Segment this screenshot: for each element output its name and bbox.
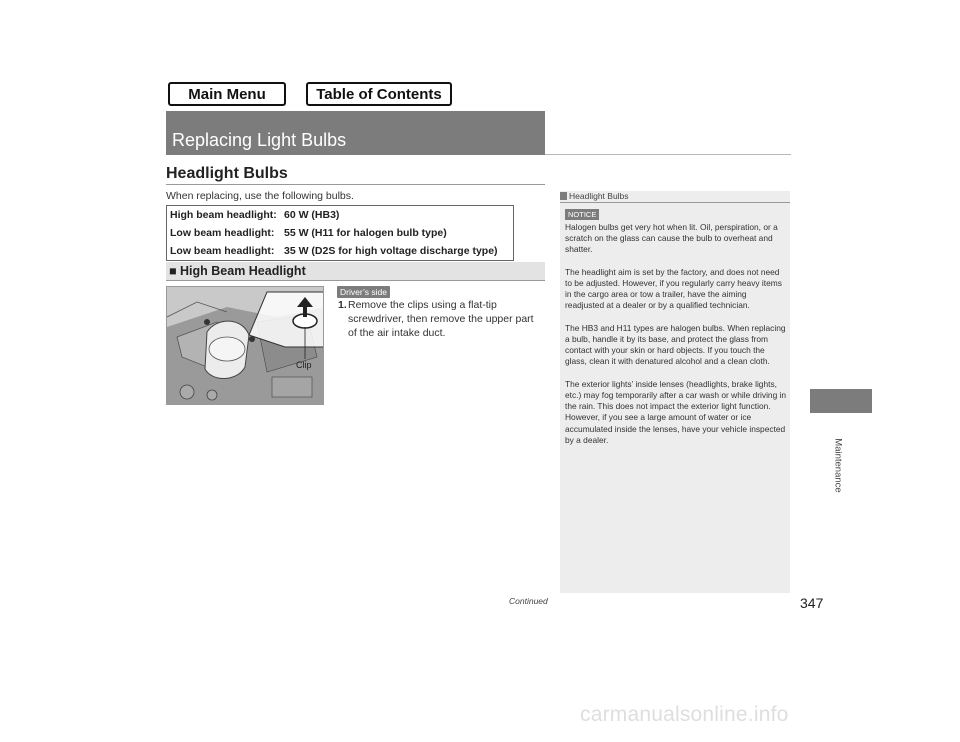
continued-note: Continued [509,596,548,606]
page-heading: Headlight Bulbs [166,165,288,182]
bulb-value: 55 W (H11 for halogen bulb type) [284,227,447,239]
table-row [167,206,514,225]
clip-callout-label: Clip [296,360,312,370]
section-title: Replacing Light Bulbs [172,130,347,150]
chapter-tab-label: Maintenance [832,438,844,493]
title-bar-rule [545,154,791,155]
step-1 [338,298,545,340]
table-row [167,224,514,242]
main-menu-button[interactable]: Main Menu [168,82,286,106]
notice-badge: NOTICE [565,209,599,220]
bulb-label: High beam headlight: [170,209,277,221]
side-panel-body [565,222,787,457]
engine-bay-drawing [167,287,324,405]
bulb-value: 35 W (D2S for high voltage discharge type) [284,245,498,257]
side-panel-header [560,191,790,203]
bulb-label: Low beam headlight: [170,245,275,257]
watermark: carmanualsonline.info [580,703,789,726]
side-notes-panel [560,191,790,593]
side-paragraph: The headlight aim is set by the factory, and does not need to be adjusted. However, if you regularly carry heavy items in the cargo area or tow a trailer, have the aiming readjusted at a dealer or by a qualified technician. [565,266,782,311]
table-of-contents-button[interactable]: Table of Contents [306,82,452,106]
side-paragraph: The exterior lights’ inside lenses (headlights, brake lights, etc.) may fog temporarily after a car wash or while driving in the rain. This does not impact the exterior light function. However, if you see a large amount of water or ice accumulated inside the lenses, have your vehicle inspected by a dealer. [565,378,787,445]
side-paragraph: Halogen bulbs get very hot when lit. Oil, perspiration, or a scratch on the glass can cause the bulb to overheat and shatter. [565,222,778,255]
drivers-side-badge: Driver’s side [337,286,390,298]
bulb-value: 60 W (HB3) [284,209,340,221]
heading-rule [166,184,545,185]
engine-bay-illustration [166,286,324,405]
reference-marker-icon [560,192,567,200]
side-paragraph: The HB3 and H11 types are halogen bulbs. When replacing a bulb, handle it by its base, and protect the glass from contact with your skin or hard objects. If you touch the glass, clean it with denatured alcohol and a clean cloth. [565,322,786,367]
page-number: 347 [800,595,824,611]
bulb-label: Low beam headlight: [170,227,275,239]
step-number: 1. [338,299,347,311]
bulb-spec-table [166,205,514,261]
table-row [167,242,514,261]
step-text: Remove the clips using a flat-tip screwdriver, then remove the upper part of the air intake duct. [348,299,534,339]
chapter-tab[interactable] [810,389,872,413]
side-panel-title: Headlight Bulbs [569,191,629,201]
subheading-high-beam: ■ High Beam Headlight [166,262,545,281]
intro-text: When replacing, use the following bulbs. [166,190,354,202]
